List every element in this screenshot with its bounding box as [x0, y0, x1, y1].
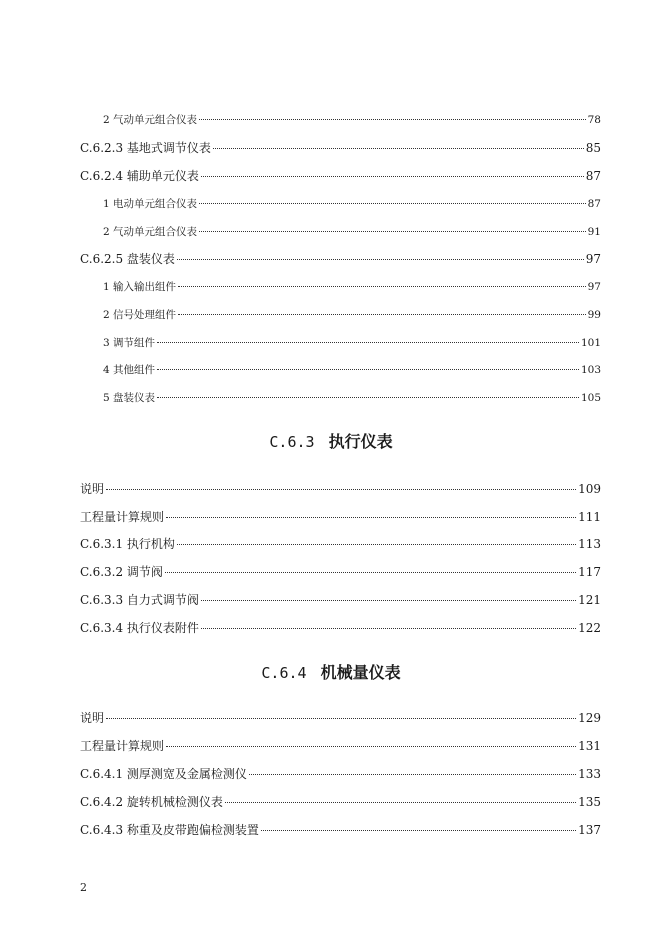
- toc-entry[interactable]: [80, 619, 601, 636]
- section-title: 执行仪表: [328, 432, 393, 451]
- toc-entry-label: 工程量计算规则: [80, 739, 165, 753]
- toc-entry-page: 131: [578, 739, 601, 753]
- toc-entry-page: 129: [578, 711, 601, 725]
- toc-entry-label: 2 气动单元组合仪表: [103, 114, 198, 126]
- toc-entry[interactable]: [103, 307, 601, 322]
- toc-entry[interactable]: [80, 591, 601, 608]
- toc-entry-label: C.6.4.2 旋转机械检测仪表: [80, 795, 223, 809]
- toc-entry-label: C.6.4.3 称重及皮带跑偏检测装置: [80, 823, 259, 837]
- toc-entry-label: C.6.3.1 执行机构: [80, 537, 175, 551]
- section-title: 机械量仪表: [320, 663, 401, 682]
- toc-entry-page: 137: [578, 823, 601, 837]
- toc-entry[interactable]: [103, 390, 601, 405]
- toc-entry[interactable]: [80, 167, 601, 184]
- toc-entry[interactable]: [103, 224, 601, 239]
- page-number: 2: [80, 881, 87, 894]
- toc-entry-label: C.6.2.3 基地式调节仪表: [80, 141, 211, 155]
- toc-entry[interactable]: [80, 250, 601, 267]
- toc-entry[interactable]: [80, 563, 601, 580]
- toc-entry-page: 87: [587, 198, 601, 210]
- toc-entry-label: 2 信号处理组件: [103, 309, 177, 321]
- dot-leader: [166, 517, 576, 518]
- toc-entry[interactable]: [80, 737, 601, 754]
- section-heading-c64: [0, 660, 662, 683]
- toc-entry-page: 113: [578, 537, 601, 551]
- toc-entry-page: 97: [587, 281, 601, 293]
- toc-entry-page: 78: [587, 114, 601, 126]
- dot-leader: [106, 489, 576, 490]
- toc-entry-label: 说明: [80, 711, 105, 725]
- toc-entry[interactable]: [103, 362, 601, 377]
- section-number: C.6.4: [261, 664, 307, 682]
- dot-leader: [249, 774, 576, 775]
- toc-entry-page: 122: [578, 621, 601, 635]
- toc-entry-label: C.6.3.3 自力式调节阀: [80, 593, 199, 607]
- toc-entry[interactable]: [103, 279, 601, 294]
- toc-entry[interactable]: [103, 112, 601, 127]
- toc-entry-label: C.6.2.5 盘装仪表: [80, 252, 175, 266]
- toc-entry-page: 111: [578, 510, 601, 524]
- toc-entry-label: 1 电动单元组合仪表: [103, 198, 198, 210]
- toc-entry-page: 133: [578, 767, 601, 781]
- toc-entry-label: 说明: [80, 482, 105, 496]
- toc-entry-page: 99: [587, 309, 601, 321]
- dot-leader: [157, 369, 579, 370]
- toc-entry[interactable]: [80, 709, 601, 726]
- toc-entry-label: C.6.3.2 调节阀: [80, 565, 163, 579]
- toc-entry-page: 121: [578, 593, 601, 607]
- toc-entry-page: 103: [580, 364, 601, 376]
- toc-entry[interactable]: [103, 335, 601, 350]
- toc-entry-label: C.6.4.1 测厚测宽及金属检测仪: [80, 767, 247, 781]
- toc-entry-page: 109: [578, 482, 601, 496]
- toc-entry-label: 4 其他组件: [103, 364, 156, 376]
- dot-leader: [165, 572, 576, 573]
- dot-leader: [261, 830, 576, 831]
- toc-entry-page: 135: [578, 795, 601, 809]
- dot-leader: [225, 802, 576, 803]
- dot-leader: [106, 718, 576, 719]
- dot-leader: [201, 600, 576, 601]
- section-heading-c63: [0, 429, 662, 452]
- toc-entry[interactable]: [80, 535, 601, 552]
- toc-entry-page: 85: [585, 141, 601, 155]
- toc-entry-label: C.6.2.4 辅助单元仪表: [80, 169, 199, 183]
- toc-entry[interactable]: [80, 793, 601, 810]
- toc-entry[interactable]: [103, 196, 601, 211]
- section-number: C.6.3: [269, 433, 315, 451]
- dot-leader: [199, 119, 586, 120]
- dot-leader: [177, 259, 584, 260]
- dot-leader: [199, 203, 586, 204]
- dot-leader: [166, 746, 576, 747]
- toc-entry-page: 91: [587, 226, 601, 238]
- dot-leader: [201, 176, 584, 177]
- toc-entry-label: 工程量计算规则: [80, 510, 165, 524]
- toc-entry-label: 2 气动单元组合仪表: [103, 226, 198, 238]
- dot-leader: [177, 544, 576, 545]
- toc-entry-page: 105: [580, 392, 601, 404]
- toc-entry[interactable]: [80, 508, 601, 525]
- toc-entry-label: 1 输入输出组件: [103, 281, 177, 293]
- toc-entry-page: 101: [580, 337, 601, 349]
- toc-entry[interactable]: [80, 480, 601, 497]
- dot-leader: [178, 286, 586, 287]
- toc-entry-page: 97: [585, 252, 601, 266]
- toc-entry-page: 117: [578, 565, 601, 579]
- toc-entry[interactable]: [80, 821, 601, 838]
- toc-entry-page: 87: [585, 169, 601, 183]
- dot-leader: [199, 231, 586, 232]
- toc-entry[interactable]: [80, 765, 601, 782]
- dot-leader: [201, 628, 576, 629]
- dot-leader: [157, 342, 579, 343]
- toc-entry[interactable]: [80, 139, 601, 156]
- dot-leader: [157, 397, 579, 398]
- toc-entry-label: C.6.3.4 执行仪表附件: [80, 621, 199, 635]
- toc-entry-label: 3 调节组件: [103, 337, 156, 349]
- dot-leader: [178, 314, 586, 315]
- toc-entry-label: 5 盘装仪表: [103, 392, 156, 404]
- dot-leader: [213, 148, 584, 149]
